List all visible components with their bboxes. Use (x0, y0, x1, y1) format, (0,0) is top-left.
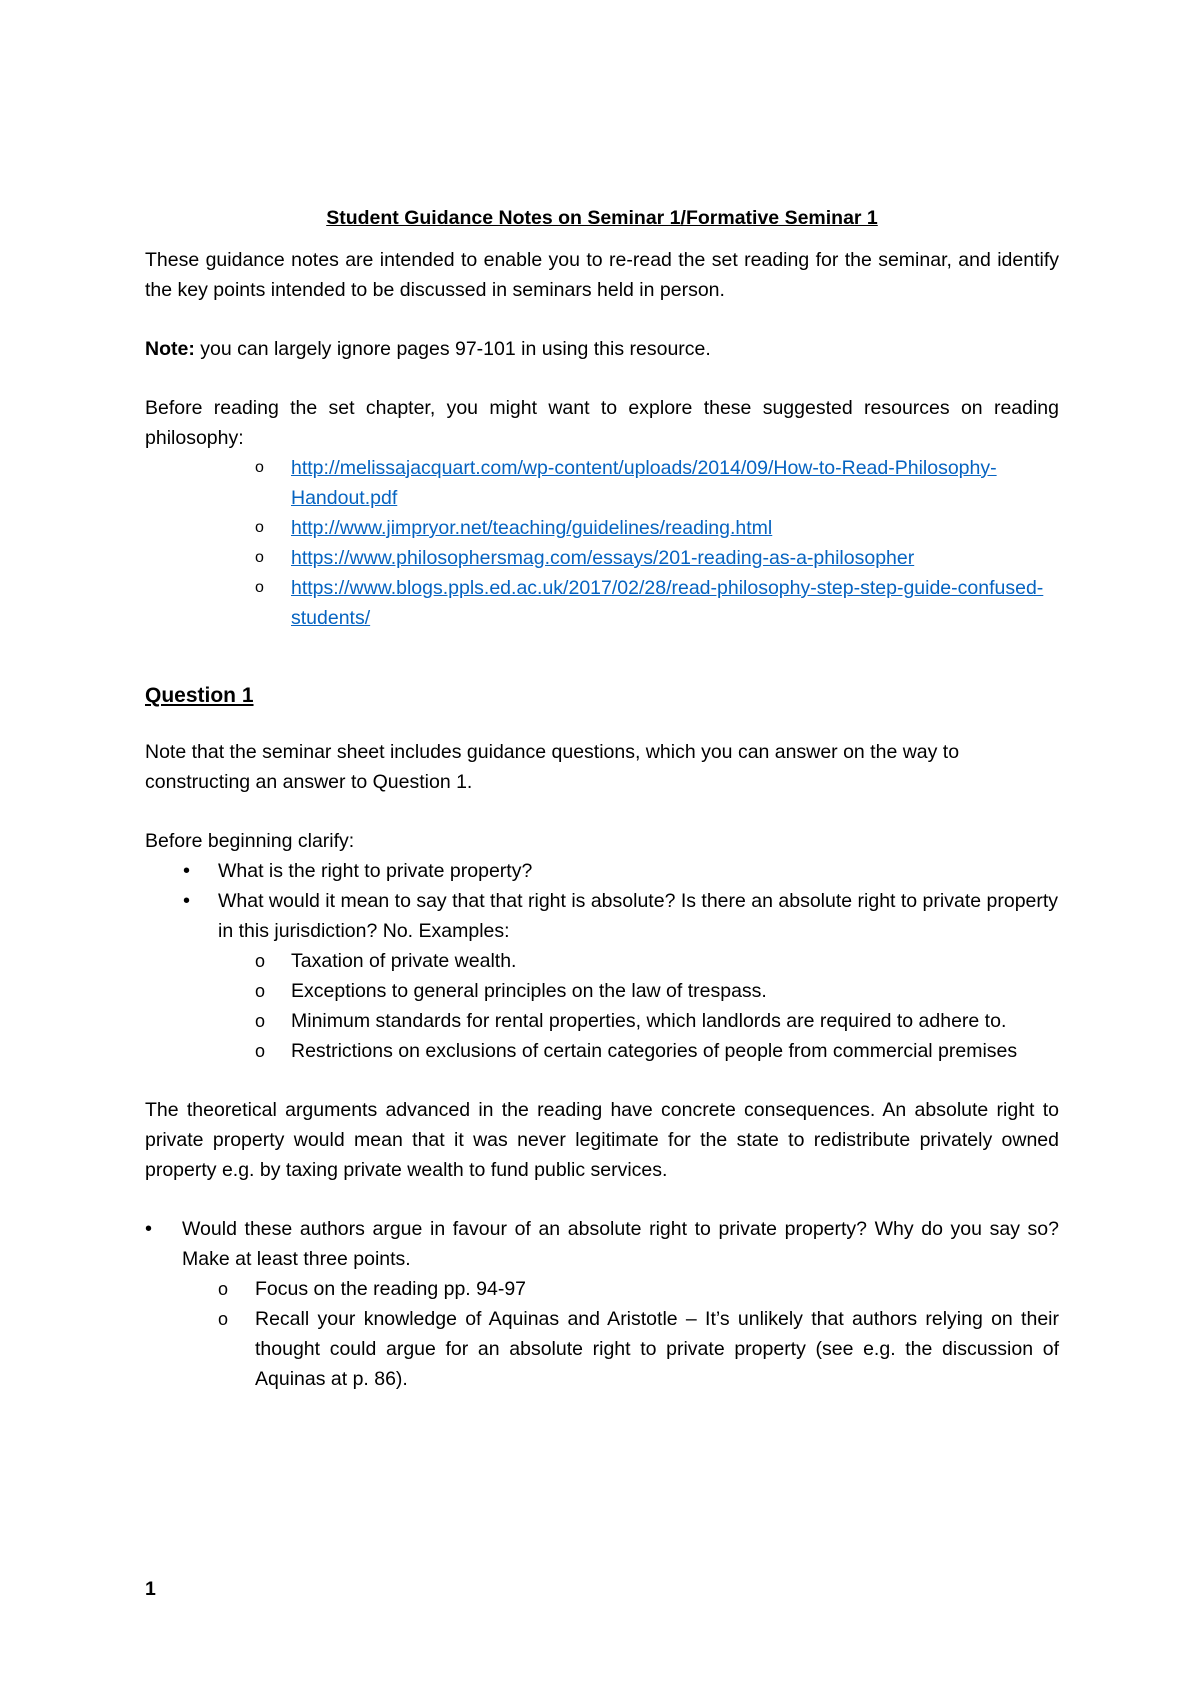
clarify-item-text: What would it mean to say that that right is absolute? Is there an absolute right to private property in this jurisdiction? No. Examples: (218, 890, 1059, 942)
question-1-heading: Question 1 (145, 684, 254, 707)
resource-links-list (145, 453, 1059, 633)
circle-bullet-icon: o (218, 1309, 229, 1329)
theoretical-paragraph: The theoretical arguments advanced in the reading have concrete consequences. An absolute right to private property would mean that it was never legitimate for the state to redistribute privately owned property e.g. by taxing private wealth to fund public services. (145, 1099, 1059, 1181)
example-text: Exceptions to general principles on the law of trespass. (291, 980, 767, 1002)
document-title: Student Guidance Notes on Seminar 1/Formative Seminar 1 (326, 207, 878, 229)
example-text: Restrictions on exclusions of certain categories of people from commercial premises (291, 1040, 1018, 1062)
authors-subitem-text: Recall your knowledge of Aquinas and Aristotle – It’s unlikely that authors relying on their thought could argue for an absolute right to private property (see e.g. the discussion of Aquinas at p. 86). (255, 1308, 1059, 1390)
circle-bullet-icon: o (255, 951, 266, 971)
resource-link-4[interactable]: https://www.blogs.ppls.ed.ac.uk/2017/02/28/read-philosophy-step-step-guide-confused-students/ (291, 577, 1044, 629)
list-item (145, 453, 1059, 513)
list-item (145, 543, 1059, 573)
circle-bullet-icon: o (255, 579, 264, 596)
authors-item-text: Would these authors argue in favour of an absolute right to private property? Why do you say so? Make at least three points. (182, 1218, 1059, 1270)
list-item (145, 1036, 1059, 1066)
circle-bullet-icon: o (255, 981, 266, 1001)
authors-sub-list (145, 1274, 1059, 1394)
note-label: Note: (145, 338, 195, 360)
resource-link-1[interactable]: http://melissajacquart.com/wp-content/uploads/2014/09/How-to-Read-Philosophy-Handout.pdf (291, 457, 997, 509)
circle-bullet-icon: o (255, 519, 264, 536)
circle-bullet-icon: o (255, 459, 264, 476)
page-number: 1 (145, 1578, 156, 1600)
note-paragraph (145, 334, 1059, 364)
bullet-icon: • (145, 1218, 153, 1240)
bullet-icon: • (183, 860, 191, 882)
resource-link-2[interactable]: http://www.jimpryor.net/teaching/guidelines/reading.html (291, 517, 773, 539)
question-1-intro: Note that the seminar sheet includes guidance questions, which you can answer on the way to constructing an answer to Question 1. (145, 741, 960, 793)
note-text: you can largely ignore pages 97-101 in using this resource. (194, 338, 711, 360)
clarify-item-text: What is the right to private property? (218, 860, 533, 882)
list-item (145, 856, 1059, 886)
circle-bullet-icon: o (255, 549, 264, 566)
list-item (145, 513, 1059, 543)
bullet-icon: • (183, 890, 191, 912)
list-item (145, 1274, 1059, 1304)
authors-subitem-text: Focus on the reading pp. 94-97 (255, 1278, 527, 1300)
examples-list (145, 946, 1059, 1066)
example-text: Minimum standards for rental properties, which landlords are required to adhere to. (291, 1010, 1007, 1032)
circle-bullet-icon: o (255, 1011, 266, 1031)
circle-bullet-icon: o (255, 1041, 266, 1061)
circle-bullet-icon: o (218, 1279, 229, 1299)
list-item (145, 946, 1059, 976)
list-item (145, 976, 1059, 1006)
clarify-label: Before beginning clarify: (145, 830, 355, 852)
clarify-list (145, 856, 1059, 1066)
list-item (145, 886, 1059, 1066)
before-reading-paragraph: Before reading the set chapter, you might want to explore these suggested resources on reading philosophy: (145, 397, 1059, 449)
intro-paragraph: These guidance notes are intended to enable you to re-read the set reading for the seminar, and identify the key points intended to be discussed in seminars held in person. (145, 249, 1059, 301)
authors-list (145, 1214, 1059, 1394)
list-item (145, 1006, 1059, 1036)
list-item (145, 1304, 1059, 1394)
example-text: Taxation of private wealth. (291, 950, 517, 972)
page-content (145, 203, 1059, 1394)
resource-link-3[interactable]: https://www.philosophersmag.com/essays/201-reading-as-a-philosopher (291, 547, 915, 569)
list-item (145, 573, 1059, 633)
list-item (145, 1214, 1059, 1394)
